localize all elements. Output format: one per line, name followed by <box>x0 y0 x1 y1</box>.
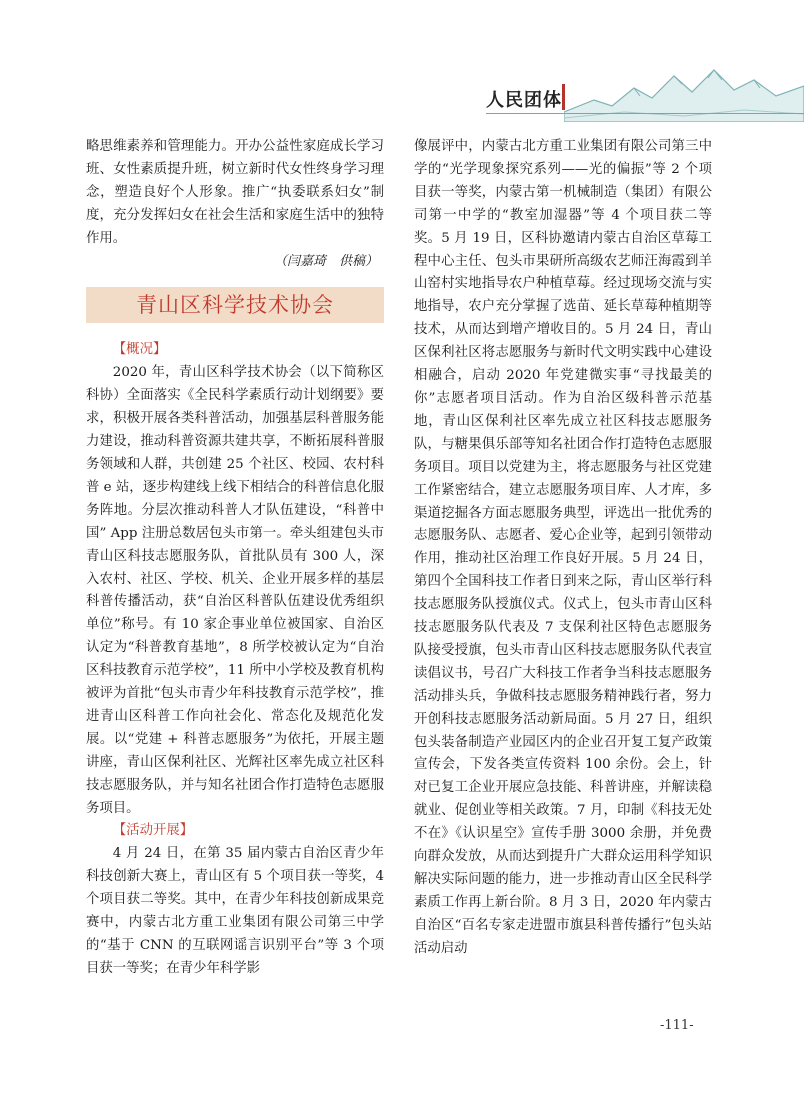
page-number: -111- <box>660 1018 694 1033</box>
activities-paragraph: 4 月 24 日，在第 35 届内蒙古自治区青少年科技创新大赛上，青山区有 5 个项目获一等奖，4 个项目获二等奖。其中，在青少年科技创新成果竞赛中，内蒙古北方重工业集团有限公司第三中学的“基于 CNN 的互联网谣言识别平台”等 3 个项目获一等奖；在青少年科学影 <box>86 846 384 976</box>
right-column <box>414 136 712 961</box>
intro-paragraph: 略思维素养和管理能力。开办公益性家庭成长学习班、女性素质提升班，树立新时代女性终身学习理念，塑造良好个人形象。推广“执委联系妇女”制度，充分发挥妇女在社会生活和家庭生活中的独特作用。 <box>86 139 384 246</box>
page-header <box>0 0 804 120</box>
credit-line: （闫嘉琦 供稿） <box>273 253 378 269</box>
overview-paragraph: 2020 年，青山区科学技术协会（以下简称区科协）全面落实《全民科学素质行动计划纲要》要求，积极开展各类科普活动，加强基层科普服务能力建设，推动科普资源共建共享，不断拓展科普服务领域和人群，共创建 25 个社区、校园、农村科普 e 站，逐步构建线上线下相结合的科普信息化服务阵地。分层次推动科普人才队伍建设，“科普中国” App 注册总数居包头市第一。牵头组建包头市青山区科技志愿服务队，首批队员有 300 人，深入农村、社区、学校、机关、企业开展多样的基层科普传播活动，获“自治区科普队伍建设优秀组织单位”称号。有 10 家企事业单位被国家、自治区认定为“科普教育基地”，8 所学校被认定为“自治区科技教育示范学校”，11 所中小学校及教育机构被评为首批“包头市青少年科技教育示范学校”，推进青山区科普工作向社会化、常态化及规范化发展。以“党建 + 科普志愿服务”为依托，开展主题讲座，青山区保利社区、光辉社区率先成立社区科技志愿服务队，并与知名社团合作打造特色志愿服务项目。 <box>86 365 384 816</box>
right-paragraph: 像展评中，内蒙古北方重工业集团有限公司第三中学的“光学现象探究系列——光的偏振”等 2 个项目获一等奖，内蒙古第一机械制造（集团）有限公司第一中学的“教室加湿器”等 4 个项目获二等奖。5 月 19 日，区科协邀请内蒙古自治区草莓工程中心主任、包头市果研所高级农艺师汪海霞到羊山窑村实地指导农户种植草莓。经过现场交流与实地指导，农户充分掌握了选苗、延长草莓种植期等技术，从而达到增产增收目的。5 月 24 日，青山区保利社区将志愿服务与新时代文明实践中心建设相融合，启动 2020 年党建微实事“寻找最美的你”志愿者项目活动。作为自治区级科普示范基地，青山区保利社区率先成立社区科技志愿服务队，与糖果俱乐部等知名社团合作打造特色志愿服务项目。项目以党建为主，将志愿服务与社区党建工作紧密结合，建立志愿服务项目库、人才库，多渠道挖掘各方面志愿服务典型，评选出一批优秀的志愿服务队、志愿者、爱心企业等，起到引领带动作用，推动社区治理工作良好开展。5 月 24 日，第四个全国科技工作者日到来之际，青山区举行科技志愿服务队授旗仪式。仪式上，包头市青山区科技志愿服务队代表及 7 支保利社区特色志愿服务队接受授旗，包头市青山区科技志愿服务队代表宣读倡议书，号召广大科技工作者争当科技志愿服务活动排头兵，争做科技志愿服务精神践行者，努力开创科技志愿服务活动新局面。5 月 27 日，组织包头装备制造产业园区内的企业召开复工复产政策宣传会，下发各类宣传资料 100 余份。会上，针对已复工企业开展应急技能、科普讲座，并解读稳就业、促创业等相关政策。7 月，印制《科技无处不在》《认识星空》宣传手册 3000 余册，并免费向群众发放，从而达到提升广大群众运用科学知识解决实际问题的能力，进一步推动青山区全民科学素质工作再上新台阶。8 月 3 日，2020 年内蒙古自治区“百名专家走进盟市旗县科普传播行”包头站活动启动 <box>414 139 712 956</box>
overview-heading: 【概况】 <box>112 342 167 358</box>
activities-heading: 【活动开展】 <box>112 823 194 839</box>
header-title: 人民团体 <box>486 90 562 111</box>
section-title: 青山区科学技术协会 <box>86 287 384 323</box>
header-rule <box>486 113 804 114</box>
header-accent-bar <box>562 84 565 110</box>
left-column <box>86 136 384 981</box>
